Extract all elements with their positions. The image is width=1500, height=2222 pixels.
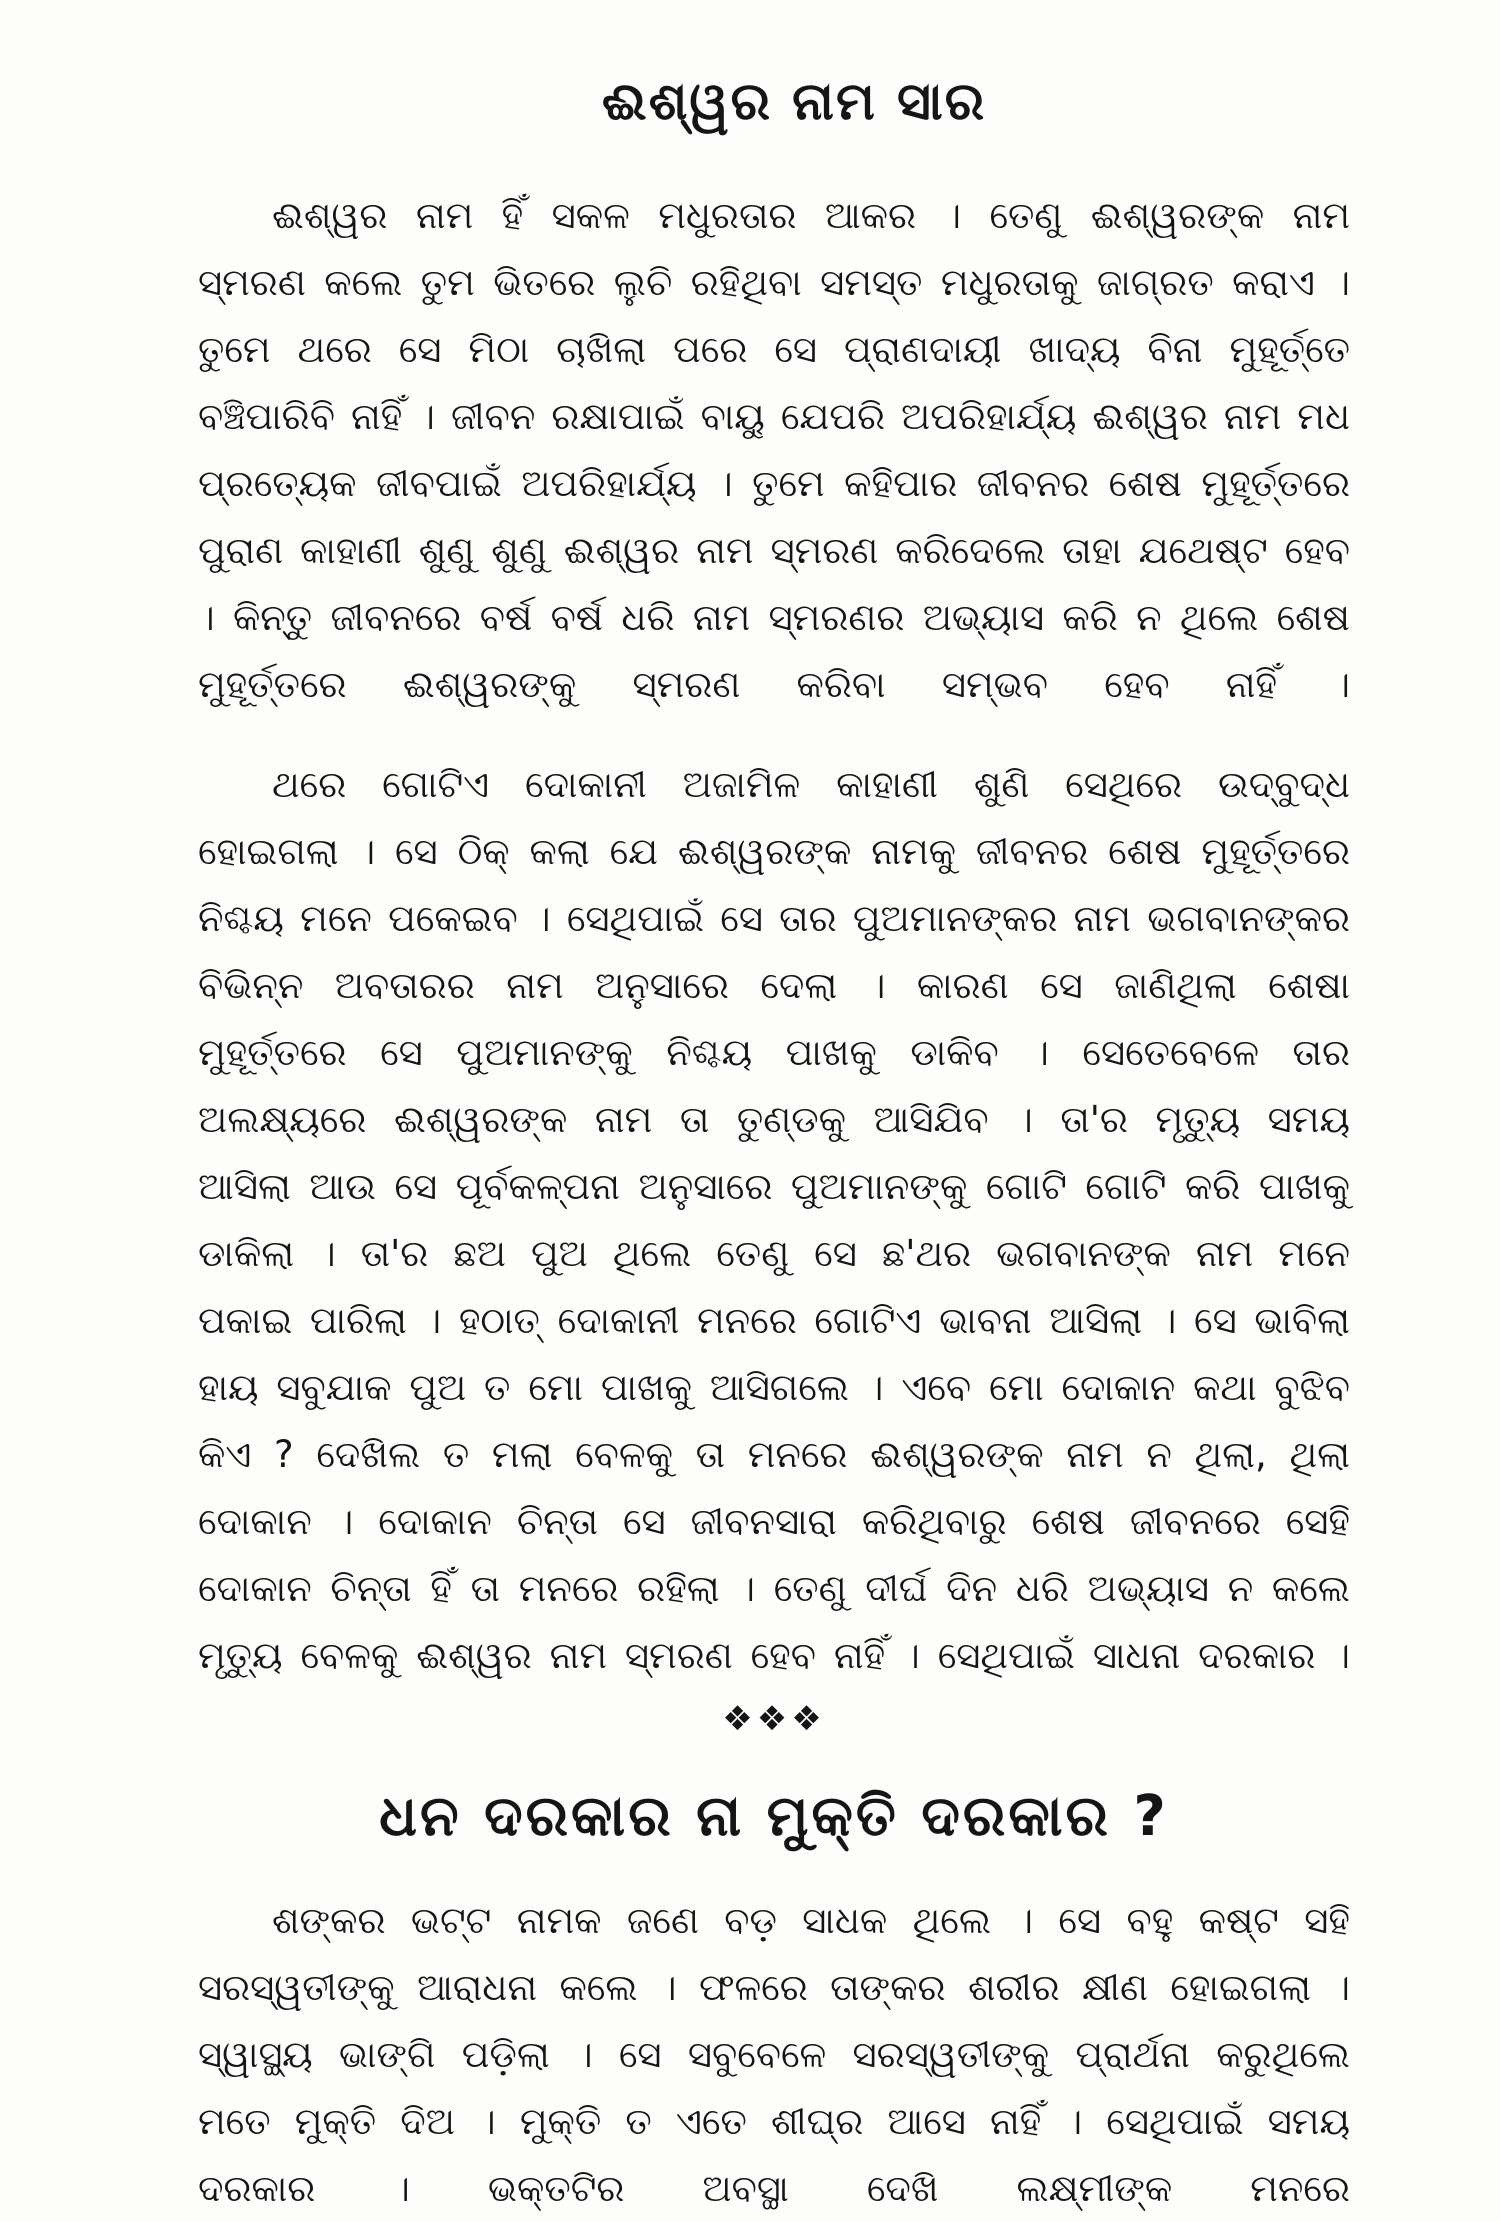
- section-divider-ornament: ❖❖❖: [722, 1699, 826, 1739]
- section-1-paragraph-2: ଥରେ ଗୋଟିଏ ଦୋକାନୀ ଅଜାମିଳ କାହାଣୀ ଶୁଣି ସେଥିରେ ଉଦ୍‌ବୁଦ୍ଧ ହୋଇଗଲା । ସେ ଠିକ୍ କଲା ଯେ ଈଶ୍ୱରଙ୍କ ନାମକୁ ଜୀବନର ଶେଷ ମୁହୂର୍ତ୍ତରେ ନିଶ୍ଚୟ ମନେ ପକେଇବ । ସେଥିପାଇଁ ସେ ତାର ପୁଅମାନଙ୍କର ନାମ ଭଗବାନଙ୍କର ବିଭିନ୍ନ ଅବତାରର ନାମ ଅନୁସାରେ ଦେଲା । କାରଣ ସେ ଜାଣିଥିଲା ଶେଷା ମୁହୂର୍ତ୍ତରେ ସେ ପୁଅମାନଙ୍କୁ ନିଶ୍ଚୟ ପାଖକୁ ଡାକିବ । ସେତେବେଳେ ତାର ଅଲକ୍ଷ୍ୟରେ ଈଶ୍ୱରଙ୍କ ନାମ ତା ତୁଣ୍ଡକୁ ଆସିଯିବ । ତା'ର ମୃତ୍ୟୁ ସମୟ ଆସିଲା ଆଉ ସେ ପୂର୍ବକଳ୍ପନା ଅନୁସାରେ ପୁଅମାନଙ୍କୁ ଗୋଟି ଗୋଟି କରି ପାଖକୁ ଡାକିଲା । ତା'ର ଛଅ ପୁଅ ଥିଲେ ତେଣୁ ସେ ଛ'ଥର ଭଗବାନଙ୍କ ନାମ ମନେ ପକାଇ ପାରିଲା । ହଠାତ୍ ଦୋକାନୀ ମନରେ ଗୋଟିଏ ଭାବନା ଆସିଲା । ସେ ଭାବିଲା ହାୟ ସବୁଯାକ ପୁଅ ତ ମୋ ପାଖକୁ ଆସିଗଲେ । ଏବେ ମୋ ଦୋକାନ କଥା ବୁଝିବ କିଏ ? ଦେଖିଲ ତ ମଲା ବେଳକୁ ତା ମନରେ ଈଶ୍ୱରଙ୍କ ନାମ ନ ଥିଲା, ଥିଲା ଦୋକାନ । ଦୋକାନ ଚିନ୍ତା ସେ ଜୀବନସାରା କରିଥିବାରୁ ଶେଷ ଜୀବନରେ ସେହି ଦୋକାନ ଚିନ୍ତା ହିଁ ତା ମନରେ ରହିଲା । ତେଣୁ ଦୀର୍ଘ ଦିନ ଧରି ଅଭ୍ୟାସ ନ କଲେ ମୃତ୍ୟୁ ବେଳକୁ ଈଶ୍ୱର ନାମ ସ୍ମରଣ ହେବ ନାହିଁ । ସେଥିପାଇଁ ସାଧନା ଦରକାର ।: [198, 763, 1350, 1677]
- section-2-paragraph-1: ଶଙ୍କର ଭଟ୍ଟ ନାମକ ଜଣେ ବଡ଼ ସାଧକ ଥିଲେ । ସେ ବହୁ କଷ୍ଟ ସହି ସରସ୍ୱତୀଙ୍କୁ ଆରାଧନା କଲେ । ଫଳରେ ତାଙ୍କର ଶରୀର କ୍ଷୀଣ ହୋଇଗଲା । ସ୍ୱାସ୍ଥ୍ୟ ଭାଙ୍ଗି ପଡ଼ିଲା । ସେ ସବୁବେଳେ ସରସ୍ୱତୀଙ୍କୁ ପ୍ରାର୍ଥନା କରୁଥିଲେ ମତେ ମୁକ୍ତି ଦିଅ । ମୁକ୍ତି ତ ଏତେ ଶୀଘ୍ର ଆସେ ନାହିଁ । ସେଥିପାଇଁ ସମୟ ଦରକାର । ଭକ୍ତଟିର ଅବସ୍ଥା ଦେଖି ଲକ୍ଷ୍ମୀଙ୍କ ମନରେ: [198, 1899, 1350, 2210]
- section-2-title: ଧନ ଦରକାର ନା ମୁକ୍ତି ଦରକାର ?: [379, 1784, 1169, 1849]
- section-1-title: ଈଶ୍ୱର ନାମ ସାର: [601, 72, 987, 132]
- section-1-paragraph-1: ଈଶ୍ୱର ନାମ ହିଁ ସକଳ ମଧୁରତାର ଆକର । ତେଣୁ ଈଶ୍ୱରଙ୍କ ନାମ ସ୍ମରଣ କଲେ ତୁମ ଭିତରେ ଲୁଚି ରହିଥିବା ସମସ୍ତ ମଧୁରତାକୁ ଜାଗ୍ରତ କରାଏ । ତୁମେ ଥରେ ସେ ମିଠା ଚାଖିଲା ପରେ ସେ ପ୍ରାଣଦାୟୀ ଖାଦ୍ୟ ବିନା ମୁହୂର୍ତ୍ତେ ବଞ୍ଚିପାରିବି ନାହିଁ । ଜୀବନ ରକ୍ଷାପାଇଁ ବାୟୁ ଯେପରି ଅପରିହାର୍ଯ୍ୟ ଈଶ୍ୱର ନାମ ମଧ ପ୍ରତ୍ୟେକ ଜୀବପାଇଁ ଅପରିହାର୍ଯ୍ୟ । ତୁମେ କହିପାର ଜୀବନର ଶେଷ ମୁହୂର୍ତ୍ତରେ ପୁରାଣ କାହାଣୀ ଶୁଣୁ ଶୁଣୁ ଈଶ୍ୱର ନାମ ସ୍ମରଣ କରିଦେଲେ ତାହା ଯଥେଷ୍ଟ ହେବ । କିନ୍ତୁ ଜୀବନରେ ବର୍ଷ ବର୍ଷ ଧରି ନାମ ସ୍ମରଣର ଅଭ୍ୟାସ କରି ନ ଥିଲେ ଶେଷ ମୁହୂର୍ତ୍ତରେ ଈଶ୍ୱରଙ୍କୁ ସ୍ମରଣ କରିବା ସମ୍ଭବ ହେବ ନାହିଁ ।: [198, 194, 1350, 706]
